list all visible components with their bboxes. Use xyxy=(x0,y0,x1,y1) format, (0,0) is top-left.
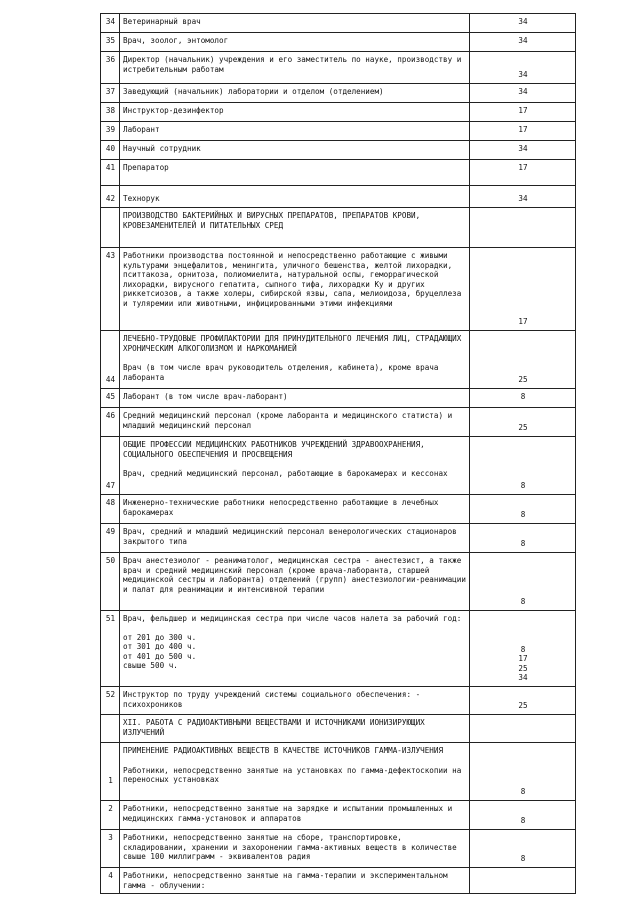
row-text: Инструктор по труду учреждений системы социального обеспечения: - психохроников xyxy=(120,687,470,715)
table-row xyxy=(101,33,576,52)
row-value: 25 xyxy=(518,663,528,673)
row-number: 1 xyxy=(108,776,113,785)
table-row xyxy=(101,186,576,208)
row-value: 34 xyxy=(470,52,576,84)
row-value: 8 xyxy=(470,524,576,553)
row-number: 2 xyxy=(101,801,120,830)
row-value: 34 xyxy=(470,186,576,208)
row-text: Работники, непосредственно занятые на сборе, транспортировке, складировании, хранении и захоронении гамма-активных веществ в количестве свыше 100 миллиграмм - эквивалентов радия xyxy=(120,830,470,868)
row-text: Лаборант (в том числе врач-лаборант) xyxy=(120,389,470,408)
row-value: 8 xyxy=(470,743,576,801)
row-text: Работники, непосредственно занятые на зарядке и испытании промышленных и медицинских гамма-установок и аппаратов xyxy=(120,801,470,830)
row-text: Врач, средний и младший медицинский персонал венерологических стационаров закрытого типа xyxy=(120,524,470,553)
row-value: 34 xyxy=(470,14,576,33)
table-row xyxy=(101,103,576,122)
row-number: 37 xyxy=(101,84,120,103)
table-row xyxy=(101,611,576,687)
table-row xyxy=(101,437,576,495)
row-value: 17 xyxy=(518,654,528,664)
flight-hours-range: от 401 до 500 ч. xyxy=(123,651,197,661)
row-value xyxy=(470,868,576,894)
row-text: Работники, непосредственно занятые на гамма-терапии и экспериментальном гамма - облучении: xyxy=(120,868,470,894)
row-value: 17 xyxy=(470,248,576,331)
row-number: 50 xyxy=(101,553,120,611)
row-number: 49 xyxy=(101,524,120,553)
row-number: 4 xyxy=(101,868,120,894)
row-number xyxy=(101,715,120,743)
table-row xyxy=(101,408,576,437)
row-value: 8 xyxy=(470,553,576,611)
row-value: 34 xyxy=(470,84,576,103)
row-value: 34 xyxy=(518,673,528,683)
row-number: 34 xyxy=(101,14,120,33)
row-number: 46 xyxy=(101,408,120,437)
row-number: 44 xyxy=(101,331,120,389)
table-row xyxy=(101,122,576,141)
row-value: 25 xyxy=(470,408,576,437)
row-text: Технорук xyxy=(120,186,470,208)
row-number: 39 xyxy=(101,122,120,141)
table-row xyxy=(101,52,576,84)
row-value xyxy=(470,715,576,743)
row-text: Заведующий (начальник) лаборатории и отделом (отделением) xyxy=(120,84,470,103)
row-value: 8 xyxy=(520,644,526,654)
section-header: ПРОИЗВОДСТВО БАКТЕРИЙНЫХ И ВИРУСНЫХ ПРЕПАРАТОВ, ПРЕПАРАТОВ КРОВИ, КРОВЕЗАМЕНИТЕЛЕЙ И ПИТАТЕЛЬНЫХ СРЕД xyxy=(120,208,470,248)
flight-hours-range: от 201 до 300 ч. xyxy=(123,632,197,642)
row-value: 17 xyxy=(470,103,576,122)
row-text: Работники, непосредственно занятые на установках по гамма-дефектоскопии на переносных установках xyxy=(123,765,462,785)
table-row xyxy=(101,331,576,389)
row-value: 8 xyxy=(470,495,576,524)
section-header: ЛЕЧЕБНО-ТРУДОВЫЕ ПРОФИЛАКТОРИИ ДЛЯ ПРИНУДИТЕЛЬНОГО ЛЕЧЕНИЯ ЛИЦ, СТРАДАЮЩИХ ХРОНИЧЕСКИМ АЛКОГОЛИЗМОМ И НАРКОМАНИЕЙ xyxy=(123,334,462,353)
row-number: 36 xyxy=(101,52,120,84)
row-value: 17 xyxy=(470,122,576,141)
table-row xyxy=(101,830,576,868)
row-value: 8 xyxy=(470,801,576,830)
table-row xyxy=(101,160,576,186)
row-text: Инструктор-дезинфектор xyxy=(120,103,470,122)
row-text: Научный сотрудник xyxy=(120,141,470,160)
row-number: 38 xyxy=(101,103,120,122)
row-text: Работники производства постоянной и непосредственно работающие с живыми культурами энцефалитов, менингита, уличного бешенства, желтой лихорадки, пситтакоза, орнитоза, полиомиелита, натуральной оспы, геморрагической лихорадки, вирусного гепатита, сыпного тифа, лихорадки Ку и других риккетсиозов, а также холеры, сибирской язвы, сапа, мелиоидоза, бруцеллеза и туляремии или животными, инфицированными этими инфекциями xyxy=(120,248,470,331)
table-row xyxy=(101,141,576,160)
row-value: 8 xyxy=(470,389,576,408)
flight-hours-range: свыше 500 ч. xyxy=(123,661,178,671)
row-value: 8 xyxy=(470,437,576,495)
row-text: Лаборант xyxy=(120,122,470,141)
row-number: 51 xyxy=(101,611,120,687)
row-text: Врач, фельдшер и медицинская сестра при числе часов налета за рабочий год: xyxy=(123,614,462,623)
section-header-row xyxy=(101,715,576,743)
row-text: Средний медицинский персонал (кроме лаборанта и медицинского статиста) и младший медицинский персонал xyxy=(120,408,470,437)
row-number: 47 xyxy=(101,437,120,495)
row-text: Врач анестезиолог - реаниматолог, медицинская сестра - анестезист, а также врач и средний медицинский персонал (кроме врача-лаборанта, старшей медицинской сестры и лаборанта) отделений (групп) анестезиологии-реанимации и палат для реанимации и интенсивной терапии xyxy=(120,553,470,611)
flight-hours-range: от 301 до 400 ч. xyxy=(123,642,197,652)
row-value: 34 xyxy=(470,141,576,160)
row-value: 25 xyxy=(470,687,576,715)
table-row xyxy=(101,248,576,331)
row-number xyxy=(101,208,120,248)
table-row xyxy=(101,801,576,830)
row-text: Препаратор xyxy=(120,160,470,186)
row-text: Ветеринарный врач xyxy=(120,14,470,33)
section-header: ПРИМЕНЕНИЕ РАДИОАКТИВНЫХ ВЕЩЕСТВ В КАЧЕСТВЕ ИСТОЧНИКОВ ГАММА-ИЗЛУЧЕНИЯ xyxy=(123,746,444,755)
section-header: XII. РАБОТА С РАДИОАКТИВНЫМИ ВЕЩЕСТВАМИ И ИСТОЧНИКАМИ ИОНИЗИРУЮЩИХ ИЗЛУЧЕНИЙ xyxy=(120,715,470,743)
row-value xyxy=(470,208,576,248)
row-number: 40 xyxy=(101,141,120,160)
row-number: 52 xyxy=(101,687,120,715)
row-text: Инженерно-технические работники непосредственно работающие в лечебных барокамерах xyxy=(120,495,470,524)
table-row xyxy=(101,553,576,611)
table-row xyxy=(101,14,576,33)
compensation-table xyxy=(100,13,576,894)
row-number: 3 xyxy=(101,830,120,868)
table-row xyxy=(101,687,576,715)
row-number: 45 xyxy=(101,389,120,408)
section-header: ОБЩИЕ ПРОФЕССИИ МЕДИЦИНСКИХ РАБОТНИКОВ УЧРЕЖДЕНИЙ ЗДРАВООХРАНЕНИЯ, СОЦИАЛЬНОГО ОБЕСПЕЧЕНИЯ И ПРОСВЕЩЕНИЯ xyxy=(123,440,425,459)
table-row xyxy=(101,389,576,408)
table-row xyxy=(101,868,576,894)
row-text: Врач (в том числе врач руководитель отделения, кабинета), кроме врача лаборанта xyxy=(123,363,439,382)
table-row xyxy=(101,524,576,553)
row-value: 25 xyxy=(470,331,576,389)
row-number: 35 xyxy=(101,33,120,52)
table-row xyxy=(101,743,576,801)
row-number: 48 xyxy=(101,495,120,524)
row-text: Врач, зоолог, энтомолог xyxy=(120,33,470,52)
row-text: Директор (начальник) учреждения и его заместитель по науке, производству и истребительным работам xyxy=(120,52,470,84)
section-header-row xyxy=(101,208,576,248)
row-value: 17 xyxy=(470,160,576,186)
table-row xyxy=(101,495,576,524)
row-text: Врач, средний медицинский персонал, работающие в барокамерах и кессонах xyxy=(123,469,448,479)
row-number: 42 xyxy=(101,186,120,208)
row-value: 34 xyxy=(470,33,576,52)
row-number: 41 xyxy=(101,160,120,186)
row-value: 8 xyxy=(470,830,576,868)
row-number: 43 xyxy=(101,248,120,331)
table-row xyxy=(101,84,576,103)
